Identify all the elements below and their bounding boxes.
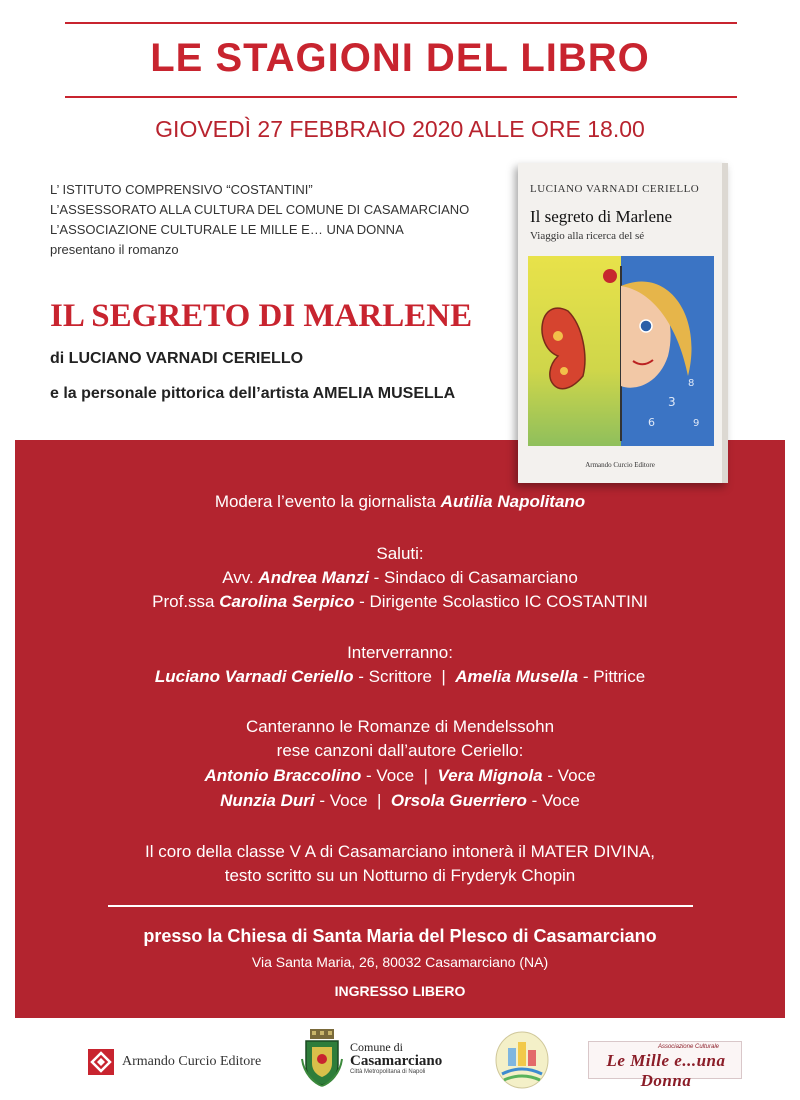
venue-rule	[108, 905, 693, 907]
singers-line	[15, 789, 785, 813]
greet-prefix: Prof.ssa	[152, 592, 220, 611]
presenter-line: L’ASSOCIAZIONE CULTURALE LE MILLE E… UNA DONNA	[50, 222, 404, 237]
artist-prefix: e la personale pittorica dell’artista	[50, 385, 313, 402]
author-line	[50, 350, 303, 368]
publisher-emblem-icon	[88, 1049, 114, 1075]
svg-text:8: 8	[688, 378, 695, 389]
voice-role: - Voce	[542, 766, 596, 785]
cover-publisher: Armando Curcio Editore	[585, 461, 655, 469]
author-name: LUCIANO VARNADI CERIELLO	[68, 350, 304, 367]
speaker-role: - Scrittore	[353, 667, 432, 686]
svg-text:9: 9	[693, 418, 700, 429]
artist-line	[50, 385, 455, 403]
sponsor-logos	[0, 1025, 800, 1100]
svg-text:6: 6	[648, 416, 655, 429]
svg-text:3: 3	[668, 395, 676, 409]
top-rule	[65, 22, 737, 24]
admission-label: INGRESSO LIBERO	[334, 983, 466, 999]
event-series-title: LE STAGIONI DEL LIBRO	[150, 36, 650, 80]
presenters-block	[50, 180, 510, 260]
separator: |	[414, 766, 438, 785]
association-logo	[588, 1041, 742, 1090]
book-title: IL SEGRETO DI MARLENE	[50, 298, 473, 334]
association-name: Le Mille e...una Donna	[606, 1051, 726, 1090]
greet-role: - Sindaco di Casamarciano	[368, 568, 578, 587]
singers-intro: rese canzoni dall’autore Ceriello:	[276, 741, 524, 760]
greet-name: Andrea Manzi	[258, 568, 369, 587]
singers-intro: Canteranno le Romanze di Mendelssohn	[245, 717, 555, 736]
comune-line1: Comune di	[350, 1040, 403, 1054]
greeting-line	[15, 566, 785, 590]
presenter-line: L’ ISTITUTO COMPRENSIVO “COSTANTINI”	[50, 182, 313, 197]
moderator-prefix: Modera l’evento la giornalista	[214, 492, 441, 511]
comune-logo	[300, 1029, 442, 1087]
voice-role: - Voce	[361, 766, 415, 785]
voice-role: - Voce	[526, 791, 580, 810]
singer-name: Orsola Guerriero	[390, 791, 527, 810]
cover-author: LUCIANO VARNADI CERIELLO	[530, 183, 700, 195]
separator: |	[367, 791, 391, 810]
cover-subtitle: Viaggio alla ricerca del sé	[530, 230, 645, 242]
publisher-logo	[88, 1049, 261, 1075]
speaker-name: Amelia Musella	[455, 667, 579, 686]
venue-address: Via Santa Maria, 26, 80032 Casamarciano (NA)	[251, 954, 549, 970]
publisher-name: Armando Curcio Editore	[122, 1054, 262, 1069]
separator: |	[431, 667, 456, 686]
association-small-text: Associazione Culturale	[657, 1044, 719, 1050]
singer-name: Nunzia Duri	[220, 791, 315, 810]
comune-line2: Casamarciano	[350, 1053, 443, 1069]
school-logo-icon	[494, 1030, 550, 1090]
speaker-role: - Pittrice	[578, 667, 646, 686]
title-rule	[65, 96, 737, 98]
presenter-line: presentano il romanzo	[50, 242, 179, 257]
presenter-line: L’ASSESSORATO ALLA CULTURA DEL COMUNE DI CASAMARCIANO	[50, 202, 470, 217]
singers-line	[15, 764, 785, 788]
comune-line3: Città Metropolitana di Napoli	[350, 1069, 426, 1075]
coat-of-arms-icon	[300, 1029, 344, 1087]
event-date: GIOVEDÌ 27 FEBBRAIO 2020 ALLE ORE 18.00	[155, 116, 645, 142]
venue-name: presso la Chiesa di Santa Maria del Plesco di Casamarciano	[143, 926, 657, 946]
greet-role: - Dirigente Scolastico IC COSTANTINI	[354, 592, 648, 611]
speakers-line	[15, 665, 785, 689]
cover-title: Il segreto di Marlene	[530, 207, 673, 226]
author-prefix: di	[50, 350, 69, 367]
voice-role: - Voce	[314, 791, 368, 810]
greet-name: Carolina Serpico	[219, 592, 355, 611]
choir-line: Il coro della classe V A di Casamarciano intonerà il MATER DIVINA,	[145, 842, 655, 861]
singer-name: Antonio Braccolino	[204, 766, 362, 785]
moderator-name: Autilia Napolitano	[440, 492, 586, 511]
moderator-line	[15, 490, 785, 514]
speakers-heading: Interverranno:	[347, 643, 453, 662]
artist-name: AMELIA MUSELLA	[312, 385, 456, 402]
singer-name: Vera Mignola	[437, 766, 543, 785]
choir-line: testo scritto su un Notturno di Fryderyk Chopin	[224, 866, 576, 885]
book-cover-image	[518, 163, 728, 483]
greeting-line	[15, 590, 785, 614]
cover-painting	[528, 256, 714, 446]
speaker-name: Luciano Varnadi Ceriello	[154, 667, 354, 686]
greet-prefix: Avv.	[222, 568, 259, 587]
greetings-heading: Saluti:	[376, 544, 424, 563]
